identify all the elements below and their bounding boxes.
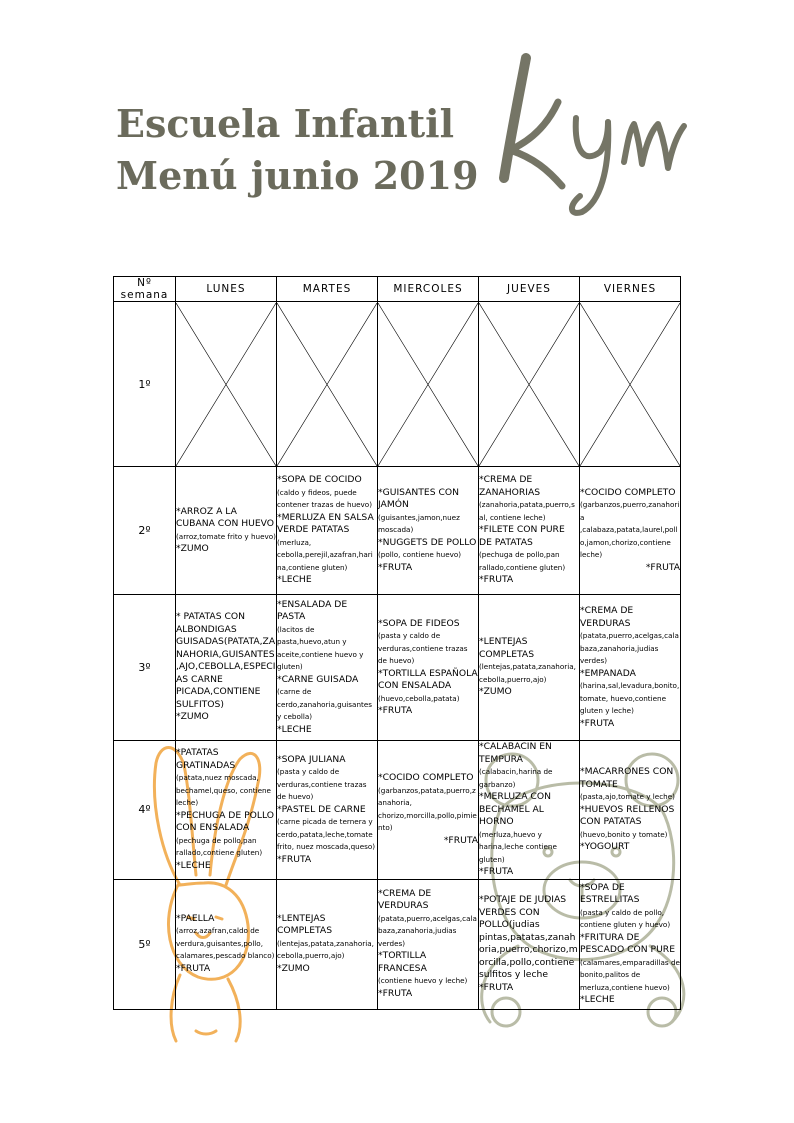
week-row bbox=[114, 741, 681, 880]
page-title bbox=[116, 98, 479, 202]
dish-name: *SOPA DE FIDEOS bbox=[378, 617, 460, 629]
dish-ingredients: (lacitos de pasta,huevo,atun y aceite,contiene huevo y gluten) bbox=[277, 624, 364, 672]
dish-name: *LECHE bbox=[176, 859, 211, 871]
dish-ingredients: (pasta y caldo de verduras,contiene trazas de huevo) bbox=[277, 767, 367, 801]
dish-ingredients: (garbanzos,patata,puerro,zanahoria, chorizo,morcilla,pollo,pimiento) bbox=[378, 785, 477, 833]
dish-name: *CREMA DE ZANAHORIAS bbox=[479, 474, 541, 498]
dish-name: *SOPA DE COCIDO bbox=[277, 474, 362, 486]
dish-ingredients: (arroz,azafran,caldo de verdura,guisantes,pollo, calamares,pescado blanco) bbox=[176, 926, 275, 961]
menu-cell bbox=[479, 467, 580, 595]
dish-name: *ZUMO bbox=[277, 962, 310, 974]
week-row bbox=[114, 879, 681, 1009]
menu-cell bbox=[378, 741, 479, 880]
day-header-viernes: VIERNES bbox=[580, 277, 681, 302]
dish-name: *ZUMO bbox=[176, 543, 209, 554]
menu-table bbox=[113, 276, 681, 1010]
dish-name: *LECHE bbox=[277, 723, 312, 735]
dish-name: *TORTILLA ESPAÑOLA CON ENSALADA bbox=[378, 667, 478, 691]
dish-name: *NUGGETS DE POLLO bbox=[378, 536, 477, 548]
menu-cell bbox=[277, 879, 378, 1009]
menu-cell bbox=[580, 595, 681, 741]
dish-name: *FRUTA bbox=[580, 717, 615, 729]
dish-ingredients: (lentejas,patata,zanahoria,cebolla,puerro,ajo) bbox=[479, 662, 576, 684]
dish-name: *CREMA DE VERDURAS bbox=[378, 887, 432, 912]
dish-ingredients: (harina,sal,levadura,bonito,tomate, huevo,contiene gluten y leche) bbox=[580, 681, 680, 715]
menu-cell bbox=[277, 467, 378, 595]
week-row bbox=[114, 302, 681, 467]
dish-name: *LECHE bbox=[277, 574, 312, 586]
day-header-jueves: JUEVES bbox=[479, 277, 580, 302]
menu-cell bbox=[176, 467, 277, 595]
dish-name: *CREMA DE VERDURAS bbox=[580, 605, 634, 629]
dish-name: *TORTILLA FRANCESA bbox=[378, 950, 427, 974]
dish-ingredients: (patata,puerro,acelgas,calabaza,zanahoria,judias verdes) bbox=[580, 631, 679, 665]
dish-ingredients: (garbanzos,puerro,zanahoria ,calabaza,patata,laurel,pollo,jamon,chorizo,contiene leche) bbox=[580, 500, 680, 560]
dish-name: *FRITURA DE PESCADO CON PURE bbox=[580, 931, 675, 955]
menu-cell bbox=[176, 741, 277, 880]
dish-ingredients: (pechuga de pollo,pan rallado,contiene gluten) bbox=[176, 835, 263, 858]
dish-name: *COCIDO COMPLETO bbox=[378, 772, 474, 784]
dish-name: *MERLUZA CON BECHAMEL AL HORNO bbox=[479, 791, 551, 827]
day-header-row bbox=[114, 277, 681, 302]
dish-ingredients: (contiene huevo y leche) bbox=[378, 976, 468, 986]
week-number: 2º bbox=[114, 467, 176, 595]
dish-name: *FRUTA bbox=[479, 981, 514, 993]
week-number: 1º bbox=[114, 302, 176, 467]
dish-ingredients: (pechuga de pollo,pan rallado,contiene gluten) bbox=[479, 550, 566, 572]
dish-name: *ENSALADA DE PASTA bbox=[277, 598, 348, 623]
dish-name: *COCIDO COMPLETO bbox=[580, 486, 676, 498]
day-header-lunes: LUNES bbox=[176, 277, 277, 302]
dish-ingredients: (carne picada de ternera y cerdo,patata,leche,tomate frito, nuez moscada,queso) bbox=[277, 817, 376, 851]
menu-cell bbox=[378, 879, 479, 1009]
day-header-miercoles: MIERCOLES bbox=[378, 277, 479, 302]
kym-logo bbox=[488, 40, 698, 230]
menu-cell bbox=[277, 741, 378, 880]
dish-name: *MERLUZA EN SALSA VERDE PATATAS bbox=[277, 511, 374, 536]
menu-cell bbox=[176, 595, 277, 741]
menu-cell bbox=[479, 595, 580, 741]
dish-name: *SOPA JULIANA bbox=[277, 753, 346, 765]
dish-name: *FRUTA bbox=[277, 853, 312, 865]
dish-name: *FRUTA bbox=[645, 561, 680, 573]
week-number: 4º bbox=[114, 741, 176, 880]
dish-name: *YOGOURT bbox=[580, 841, 630, 852]
dish-ingredients: (zanahoria,patata,puerro,sal, contiene leche) bbox=[479, 500, 575, 522]
dish-name: *PASTEL DE CARNE bbox=[277, 803, 366, 815]
dish-ingredients: (pasta y caldo de pollo, contiene gluten y huevo) bbox=[580, 907, 671, 929]
crossed-cell bbox=[479, 302, 580, 467]
crossed-cell bbox=[580, 302, 681, 467]
dish-name: *FRUTA bbox=[479, 866, 514, 877]
week-column-header: Nº semana bbox=[114, 277, 176, 302]
dish-name: *FRUTA bbox=[479, 574, 514, 586]
dish-name: *ARROZ A LA CUBANA CON HUEVO bbox=[176, 505, 275, 529]
dish-ingredients: (calabacin,harina de garbanzo) bbox=[479, 767, 553, 789]
dish-ingredients: (arroz,tomate frito y huevo) bbox=[176, 531, 276, 541]
dish-name: *FRUTA bbox=[176, 962, 211, 974]
dish-ingredients: (calamares,emparadillas de bonito,palitos de merluza,contiene huevo) bbox=[580, 957, 680, 992]
dish-name: *PAELLA bbox=[176, 912, 215, 924]
dish-name: *FRUTA bbox=[378, 987, 413, 999]
dish-name: *GUISANTES CON JAMÓN bbox=[378, 486, 459, 511]
dish-name: *FILETE CON PURE DE PATATAS bbox=[479, 524, 565, 548]
crossed-cell bbox=[378, 302, 479, 467]
dish-name: *MACARRONES CON TOMATE bbox=[580, 766, 674, 790]
dish-name: * PATATAS CON ALBONDIGAS GUISADAS(PATATA,ZANAHORIA,GUISANTES,AJO,CEBOLLA,ESPECIAS CARNE PICADA,CONTIENE SULFITOS) bbox=[176, 611, 276, 710]
week-number: 5º bbox=[114, 879, 176, 1009]
title-line-1: Escuela Infantil bbox=[116, 101, 455, 146]
dish-name: *HUEVOS RELLENOS CON PATATAS bbox=[580, 803, 675, 827]
week-number: 3º bbox=[114, 595, 176, 741]
week-row bbox=[114, 595, 681, 741]
dish-name: *LENTEJAS COMPLETAS bbox=[277, 912, 333, 937]
dish-ingredients: (huevo,cebolla,patata) bbox=[378, 693, 460, 703]
dish-name: *PECHUGA DE POLLO CON ENSALADA bbox=[176, 809, 275, 834]
dish-name: *ZUMO bbox=[176, 711, 209, 723]
dish-name: *PATATAS GRATINADAS bbox=[176, 747, 236, 771]
menu-cell bbox=[479, 879, 580, 1009]
menu-cell bbox=[479, 741, 580, 880]
dish-name: *CARNE GUISADA bbox=[277, 673, 359, 685]
menu-cell bbox=[580, 741, 681, 880]
crossed-cell bbox=[277, 302, 378, 467]
dish-name: *LECHE bbox=[580, 994, 615, 1005]
menu-cell bbox=[580, 879, 681, 1009]
dish-ingredients: (pollo, contiene huevo) bbox=[378, 550, 462, 560]
dish-name: *FRUTA bbox=[378, 561, 413, 573]
week-row bbox=[114, 467, 681, 595]
dish-name: *SOPA DE ESTRELLITAS bbox=[580, 881, 640, 905]
dish-ingredients: (patata,puerro,acelgas,calabaza,zanahoria,judias verdes) bbox=[378, 913, 477, 948]
dish-name: *FRUTA bbox=[443, 834, 478, 846]
day-header-martes: MARTES bbox=[277, 277, 378, 302]
menu-cell bbox=[277, 595, 378, 741]
menu-cell bbox=[378, 467, 479, 595]
dish-name: *CALABACIN EN TEMPURA bbox=[479, 741, 552, 765]
dish-ingredients: (merluza, cebolla,perejil,azafran,harina,contiene gluten) bbox=[277, 537, 373, 572]
dish-ingredients: (caldo y fideos, puede contener trazas de huevo) bbox=[277, 487, 373, 510]
dish-ingredients: (patata,nuez moscada, bechamel,queso, contiene leche) bbox=[176, 773, 271, 808]
menu-cell bbox=[176, 879, 277, 1009]
dish-ingredients: (merluza,huevo y harina,leche contiene gluten) bbox=[479, 829, 557, 864]
dish-ingredients: (pasta,ajo,tomate y leche) bbox=[580, 792, 675, 801]
title-line-2: Menú junio 2019 bbox=[116, 153, 479, 198]
dish-name: *ZUMO bbox=[479, 686, 512, 698]
dish-ingredients: (guisantes,jamon,nuez moscada) bbox=[378, 512, 460, 535]
dish-name: *POTAJE DE JUDIAS VERDES CON POLLO(judias pintas,patatas,zanahoria,puerro,chorizo,morcilla,pollo,contiene sulfitos y leche bbox=[479, 894, 578, 980]
dish-ingredients: (carne de cerdo,zanahoria,guisantes y cebolla) bbox=[277, 687, 372, 722]
dish-ingredients: (pasta y caldo de verduras,contiene trazas de huevo) bbox=[378, 631, 468, 665]
dish-name: *LENTEJAS COMPLETAS bbox=[479, 636, 535, 660]
menu-cell bbox=[378, 595, 479, 741]
dish-ingredients: (lentejas,patata,zanahoria,cebolla,puerro,ajo) bbox=[277, 938, 374, 961]
crossed-cell bbox=[176, 302, 277, 467]
dish-ingredients: (huevo,bonito y tomate) bbox=[580, 829, 668, 839]
dish-name: *EMPANADA bbox=[580, 667, 636, 679]
dish-name: *FRUTA bbox=[378, 705, 413, 716]
menu-cell bbox=[580, 467, 681, 595]
